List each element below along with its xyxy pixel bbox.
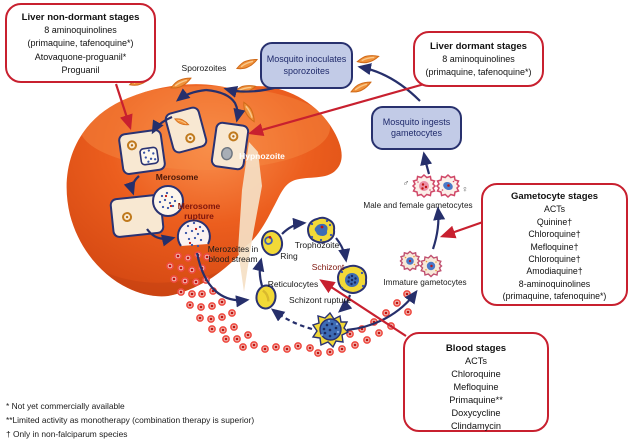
hypnozoite-hepatocyte	[211, 122, 249, 170]
callout-title: Gametocyte stages	[510, 191, 599, 202]
drug-line: Mefloquine	[453, 382, 499, 392]
label-merosome: Merosome	[155, 172, 199, 182]
drug-line: Mefloquine†	[530, 241, 579, 252]
female-symbol-icon: ♀	[461, 184, 469, 194]
drug-line: Doxycycline	[451, 408, 501, 418]
label-merozoites-2: blood stream	[208, 254, 258, 264]
label-sporozoites: Sporozoites	[181, 63, 227, 73]
label-immature-gametocytes: Immature gametocytes	[383, 278, 467, 287]
label-male-female-gametocytes: Male and female gametocytes	[363, 201, 473, 210]
process-line: Mosquito ingests	[382, 116, 451, 127]
drug-line: 8 aminoquinolines	[442, 54, 515, 65]
drug-line: Primaquine**	[449, 395, 503, 405]
drug-line: (primaquine, tafenoquine*)	[27, 38, 134, 49]
label-merosome-rupture-2: rupture	[184, 211, 214, 221]
label-trophozoite: Trophozoite	[294, 240, 340, 250]
footnote-line: * Not yet commercially available	[6, 401, 125, 411]
drug-line: Proguanil	[61, 64, 100, 75]
trophozoite-cell	[308, 218, 334, 243]
drug-line: Chloroquine†	[528, 254, 581, 265]
label-hypnozoite: Hypnozoite	[239, 151, 285, 161]
process-box-mosquito-inoculates	[260, 42, 353, 89]
footnote-line: † Only in non-falciparum species	[6, 429, 128, 439]
drug-line: 8-aminoquinolines	[518, 278, 591, 289]
label-reticulocytes: Reticulocytes	[267, 279, 319, 289]
drug-line: (primaquine, tafenoquine*)	[502, 291, 607, 302]
drug-line: 8 aminoquinolines	[44, 25, 117, 36]
drug-line: Atovaquone-proguanil*	[34, 51, 127, 62]
label-ring: Ring	[280, 251, 298, 261]
immature-gametocyte-icon-2	[421, 256, 442, 277]
label-schizont: Schizont	[311, 262, 345, 272]
drug-line: Chloroquine†	[528, 229, 581, 240]
callout-gametocyte-stages	[481, 183, 628, 306]
drug-line: ACTs	[465, 356, 487, 366]
infected-hepatocyte-schizont	[118, 129, 165, 174]
immature-gametocyte-icon-1	[401, 252, 420, 271]
female-gametocyte-icon	[437, 175, 459, 197]
rupture-to-reticulocyte-dashed-arrow	[273, 310, 312, 329]
footnotes	[6, 399, 254, 441]
label-merozoites-1: Merozoites in	[207, 244, 259, 254]
process-line: Mosquito inoculates	[266, 54, 347, 64]
label-schizont-rupture: Schizont rupture	[289, 295, 351, 305]
label-merosome-rupture-1: Merosome	[177, 201, 221, 211]
drug-line: Clindamycin	[450, 421, 502, 431]
process-line: gametocytes	[390, 128, 443, 138]
drug-line: Chloroquine	[451, 369, 501, 379]
callout-blood-stages	[403, 332, 549, 432]
male-gametocyte-icon	[413, 175, 435, 197]
process-box-mosquito-ingests	[371, 106, 462, 150]
male-symbol-icon: ♂	[402, 178, 410, 188]
process-line: sporozoites	[283, 65, 330, 76]
callout-title: Liver dormant stages	[429, 41, 528, 52]
merosome-rupture-icon	[178, 220, 210, 247]
callout-title: Blood stages	[445, 343, 507, 354]
callout-liver-non-dormant-stages	[5, 3, 156, 83]
drug-line: ACTs	[543, 204, 566, 215]
schizont-rupture-icon	[313, 313, 348, 347]
callout-liver-dormant-stages	[413, 31, 544, 87]
drug-line: Quinine†	[536, 216, 573, 227]
callout-title: Liver non-dormant stages	[21, 12, 140, 23]
footnote-line: **Limited activity as monotherapy (combination therapy is superior)	[6, 415, 255, 425]
drug-line: Amodiaquine†	[526, 266, 583, 277]
drug-line: (primaquine, tafenoquine*)	[425, 67, 532, 78]
